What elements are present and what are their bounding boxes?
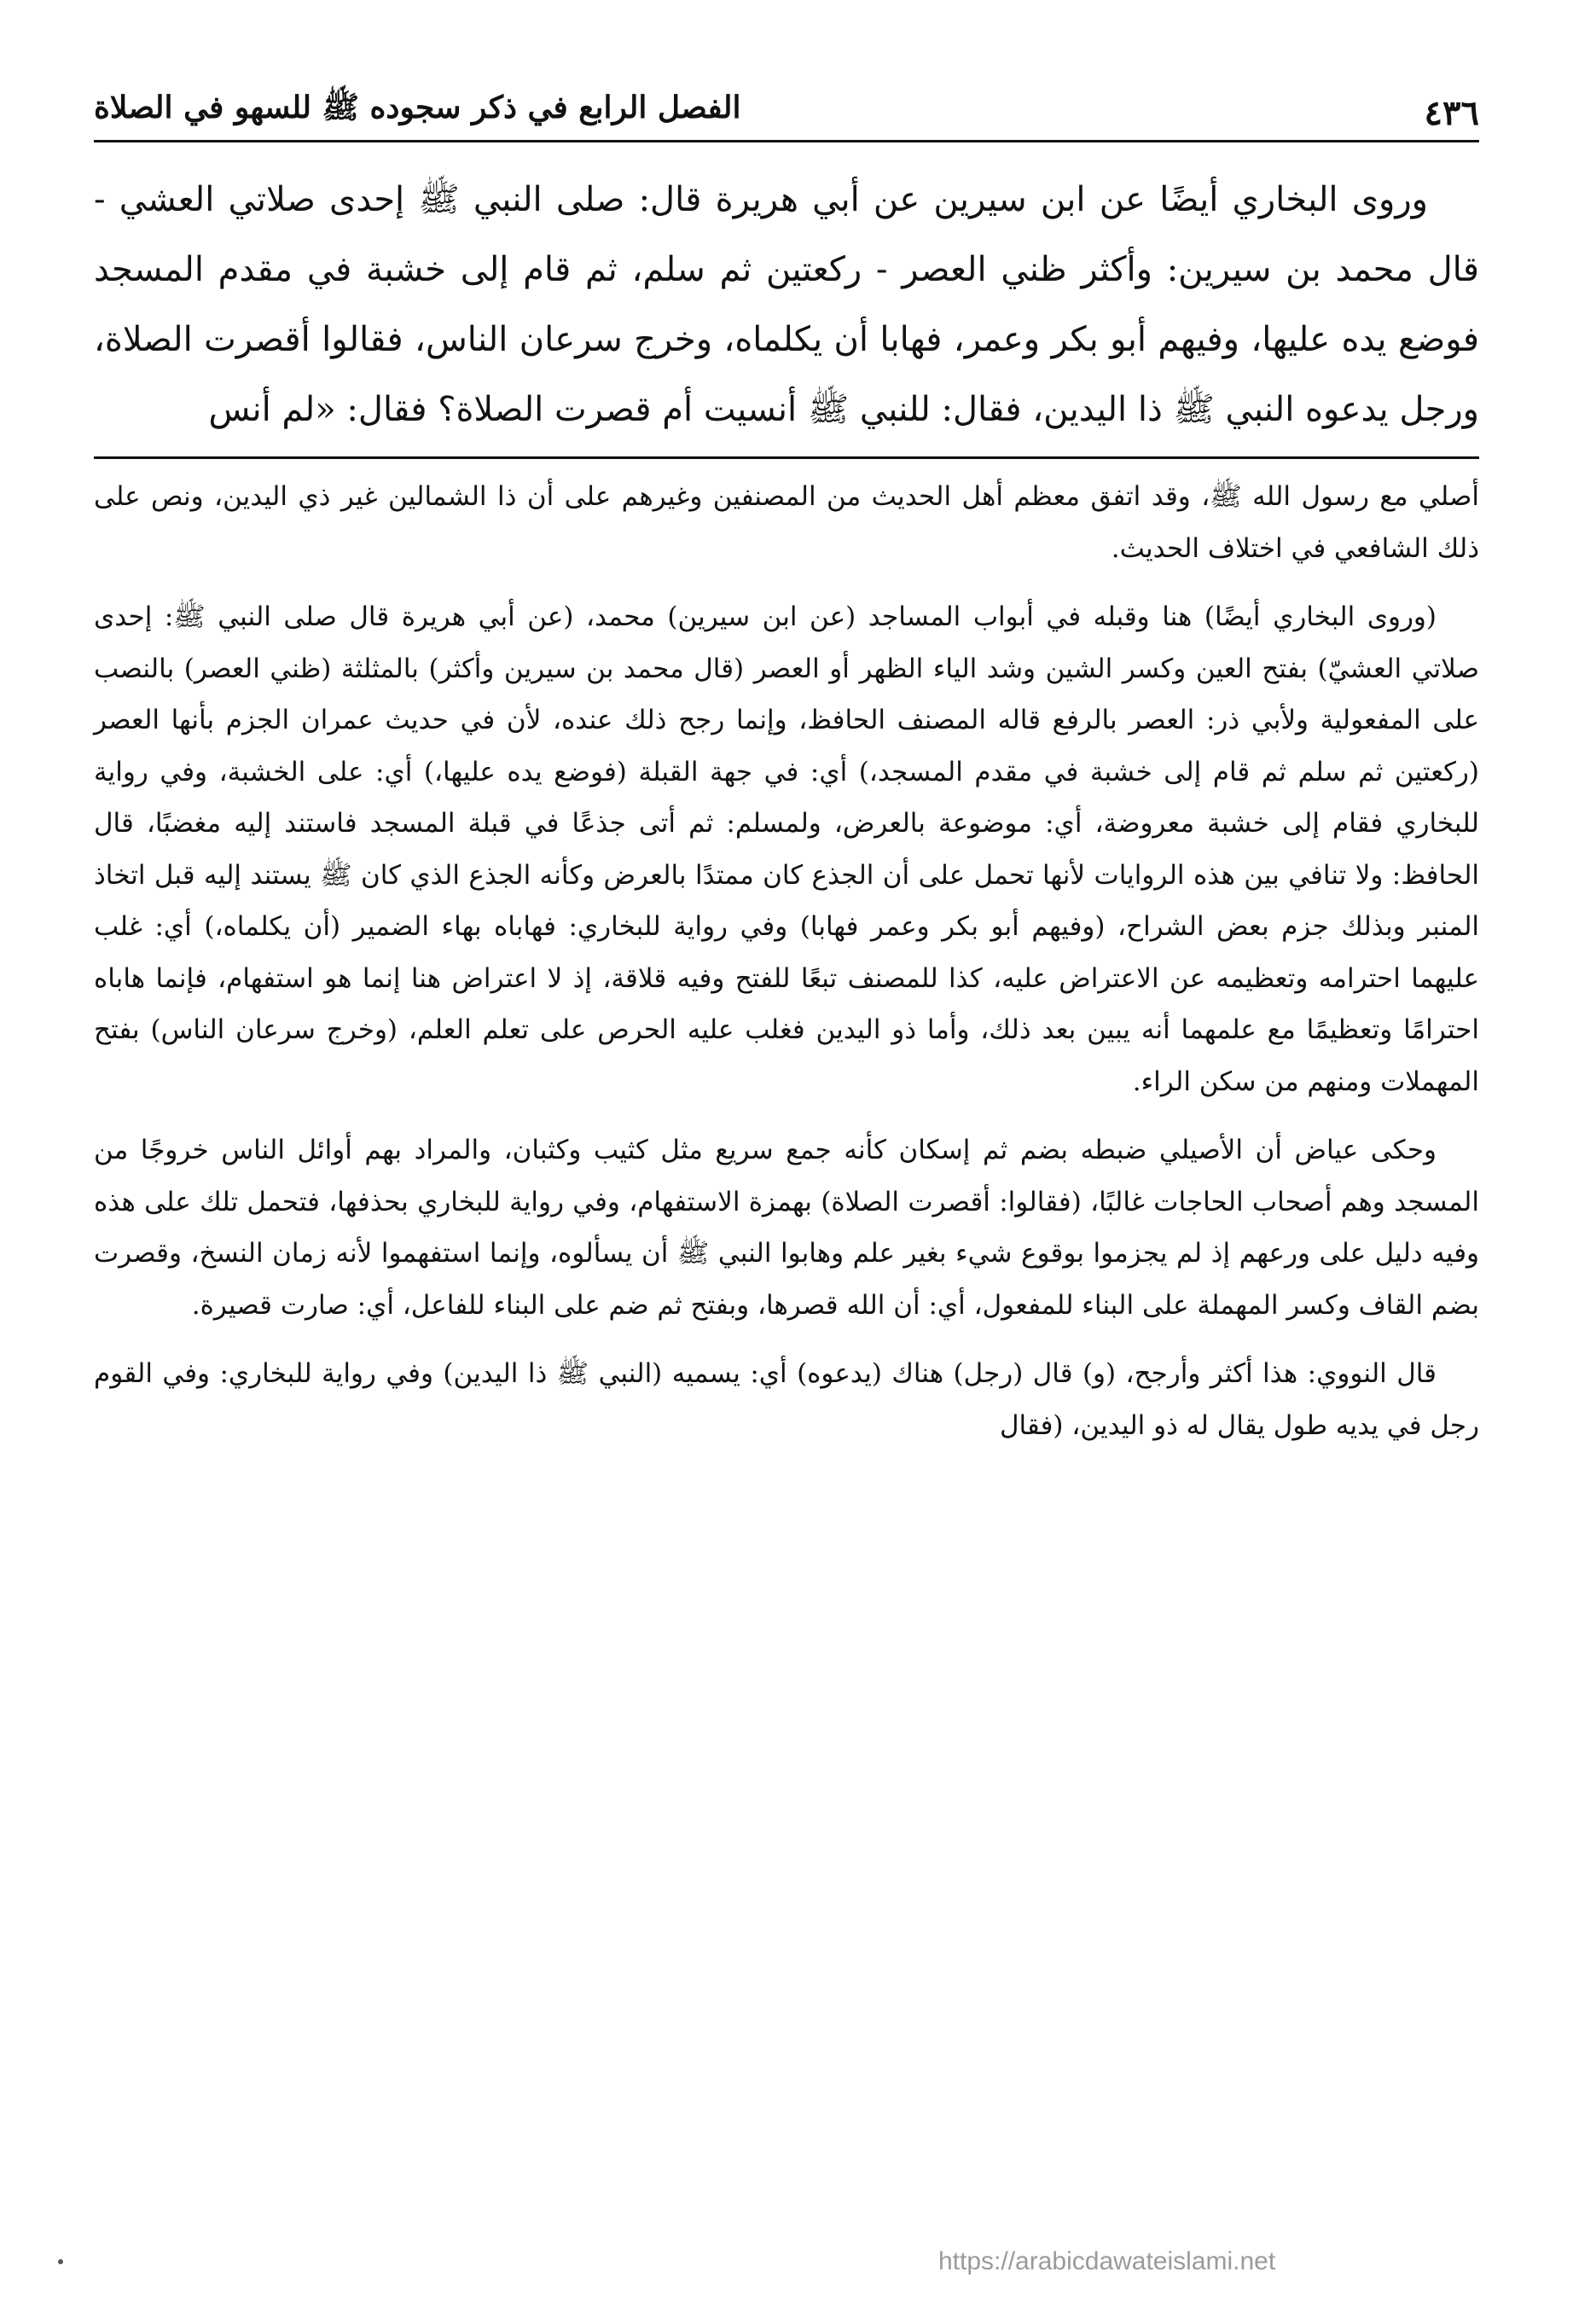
book-page xyxy=(94,73,1479,2292)
footnote-separator xyxy=(94,456,1479,459)
commentary-paragraph-3: وحكى عياض أن الأصيلي ضبطه بضم ثم إسكان كأنه جمع سريع مثل كثيب وكثبان، والمراد بهم أوائل الناس خروجًا من المسجد وهم أصحاب الحاجات غالبًا، (فقالوا: أقصرت الصلاة) بهمزة الاستفهام، وفي رواية للبخاري بحذفها، فتحمل تلك على هذه وفيه دليل على ورعهم إذ لم يجزموا بوقوع شيء بغير علم وهابوا النبي ﷺ أن يسألوه، وإنما استفهموا لأنه زمان النسخ، وقصرت بضم القاف وكسر المهملة على البناء للمفعول، أي: أن الله قصرها، وبفتح ثم ضم على البناء للفاعل، أي: صارت قصيرة. xyxy=(94,1135,1479,1321)
page-number: ٤٣٦ xyxy=(1424,93,1479,133)
hadith-main-text xyxy=(94,165,1479,444)
commentary-section xyxy=(94,471,1479,1451)
running-title: الفصل الرابع في ذكر سجوده ﷺ للسهو في الصلاة xyxy=(94,90,741,125)
main-text-paragraph: وروى البخاري أيضًا عن ابن سيرين عن أبي هريرة قال: صلى النبي ﷺ إحدى صلاتي العشي - قال محمد بن سيرين: وأكثر ظني العصر - ركعتين ثم سلم، ثم قام إلى خشبة في مقدم المسجد فوضع يده عليها، وفيهم أبو بكر وعمر، فهابا أن يكلماه، وخرج سرعان الناس، فقالوا أقصرت الصلاة، ورجل يدعوه النبي ﷺ ذا اليدين، فقال: للنبي ﷺ أنسيت أم قصرت الصلاة؟ فقال: «لم أنس xyxy=(94,180,1479,429)
commentary-paragraph-4: قال النووي: هذا أكثر وأرجح، (و) قال (رجل) هناك (يدعوه) أي: يسميه (النبي ﷺ ذا اليدين) وفي رواية للبخاري: وفي القوم رجل في يديه طول يقال له ذو اليدين، (فقال xyxy=(94,1358,1479,1441)
page-header xyxy=(94,73,1479,142)
source-watermark: https://arabicdawateislami.net xyxy=(938,2247,1276,2275)
commentary-paragraph-1: أصلي مع رسول الله ﷺ، وقد اتفق معظم أهل الحديث من المصنفين وغيرهم على أن ذا الشمالين غير ذي اليدين، ونص على ذلك الشافعي في اختلاف الحديث. xyxy=(94,481,1479,564)
commentary-paragraph-2: (وروى البخاري أيضًا) هنا وقبله في أبواب المساجد (عن ابن سيرين) محمد، (عن أبي هريرة قال صلى النبي ﷺ: إحدى صلاتي العشيّ) بفتح العين وكسر الشين وشد الياء الظهر أو العصر (قال محمد بن سيرين وأكثر) بالمثلثة (ظني العصر) بالنصب على المفعولية ولأبي ذر: العصر بالرفع قاله المصنف الحافظ، وإنما رجح ذلك عنده، لأن في حديث عمران الجزم بأنها العصر (ركعتين ثم سلم ثم قام إلى خشبة في مقدم المسجد،) أي: في جهة القبلة (فوضع يده عليها،) أي: على الخشبة، وفي رواية للبخاري فقام إلى خشبة معروضة، أي: موضوعة بالعرض، ولمسلم: ثم أتى جذعًا في قبلة المسجد فاستند إليه مغضبًا، قال الحافظ: ولا تنافي بين هذه الروايات لأنها تحمل على أن الجذع كان ممتدًا بالعرض وكأنه الجذع الذي كان ﷺ يستند إليه قبل اتخاذ المنبر وبذلك جزم بعض الشراح، (وفيهم أبو بكر وعمر فهابا) وفي رواية للبخاري: فهاباه بهاء الضمير (أن يكلماه،) أي: غلب عليهما احترامه وتعظيمه عن الاعتراض عليه، كذا للمصنف تبعًا للفتح وفيه قلاقة، إذ لا اعتراض هنا إنما هو استفهام، فإنما هاباه احترامًا وتعظيمًا مع علمهما أنه يبين بعد ذلك، وأما ذو اليدين فغلب عليه الحرص على تعلم العلم، (وخرج سرعان الناس) بفتح المهملات ومنهم من سكن الراء. xyxy=(94,601,1479,1097)
page-dot-mark xyxy=(58,2259,63,2264)
